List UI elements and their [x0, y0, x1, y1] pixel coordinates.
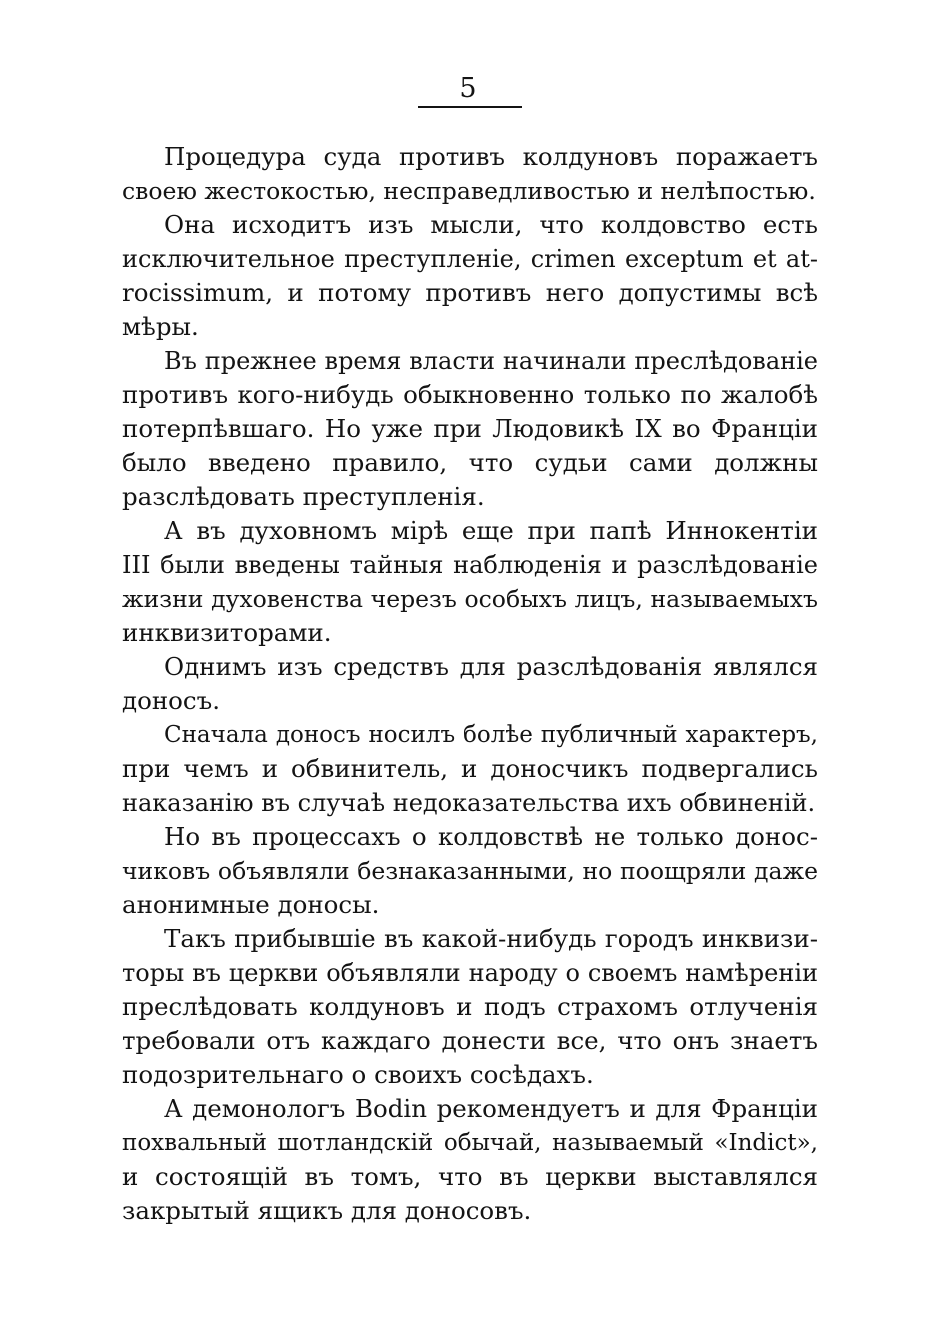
text-line: жизни духовенства черезъ особыхъ лицъ, называемыхъ [122, 585, 818, 613]
text-line: А демонологъ Bodin рекомендуетъ и для Франціи [164, 1094, 818, 1123]
text-line: при чемъ и обвинитель, и доносчикъ подвергались [122, 754, 818, 783]
text-line: торы въ церкви объявляли народу о своемъ намѣреніи [122, 959, 818, 987]
text-line: мѣры. [122, 312, 199, 341]
text-line: было введено правило, что судьи сами должны [122, 448, 818, 477]
text-line: преслѣдовать колдуновъ и подъ страхомъ отлученія [122, 992, 818, 1021]
text-line: Однимъ изъ средствъ для разслѣдованія являлся [164, 652, 818, 681]
paragraph [122, 650, 818, 718]
text-line: Она исходитъ изъ мысли, что колдовство есть [164, 210, 818, 239]
text-line: доносъ. [122, 686, 221, 715]
text-line: Но въ процессахъ о колдовствѣ не только донос- [164, 822, 818, 851]
paragraph [122, 140, 818, 208]
text-line: подозрительнаго о своихъ сосѣдахъ. [122, 1060, 594, 1089]
paragraph [122, 1092, 818, 1228]
text-line: Сначала доносъ носилъ болѣе публичный характеръ, [164, 722, 818, 748]
text-line: своею жестокостью, несправедливостью и нелѣпостью. [122, 177, 816, 205]
paragraph [122, 718, 818, 820]
text-line: требовали отъ каждаго донести все, что онъ знаетъ [122, 1026, 818, 1055]
text-line: Въ прежнее время власти начинали преслѣдованіе [164, 347, 818, 375]
text-line: исключительное преступленіе, crimen exceptum et at- [122, 245, 818, 273]
text-line: Процедура суда противъ колдуновъ поражаетъ [164, 142, 818, 171]
text-line: А въ духовномъ мірѣ еще при папѣ Иннокентіи [164, 516, 818, 545]
paragraph [122, 922, 818, 1092]
text-line: rocissimum, и потому противъ него допустимы всѣ [122, 278, 818, 307]
paragraph [122, 820, 818, 922]
text-line: разслѣдовать преступленія. [122, 482, 485, 511]
text-line: противъ кого-нибудь обыкновенно только по жалобѣ [122, 380, 818, 409]
text-line: чиковъ объявляли безнаказанными, но поощряли даже [122, 857, 818, 885]
text-line: инквизиторами. [122, 618, 332, 647]
text-line: и состоящій въ томъ, что въ церкви выставлялся [122, 1162, 818, 1191]
text-line: похвальный шотландскій обычай, называемый «Indict», [122, 1130, 818, 1156]
paragraph [122, 514, 818, 650]
text-line: наказанію въ случаѣ недоказательства ихъ обвиненій. [122, 789, 816, 817]
body-text [122, 140, 818, 1228]
text-line: анонимные доносы. [122, 890, 380, 919]
header-rule [418, 106, 522, 108]
page-number: 5 [459, 73, 477, 104]
text-line: Такъ прибывшіе въ какой-нибудь городъ инквизи- [164, 924, 818, 953]
text-line: потерпѣвшаго. Но уже при Людовикѣ IX во Франціи [122, 414, 818, 443]
paragraph [122, 344, 818, 514]
text-line: III были введены тайныя наблюденія и разслѣдованіе [122, 551, 818, 579]
paragraph [122, 208, 818, 344]
text-line: закрытый ящикъ для доносовъ. [122, 1196, 532, 1225]
